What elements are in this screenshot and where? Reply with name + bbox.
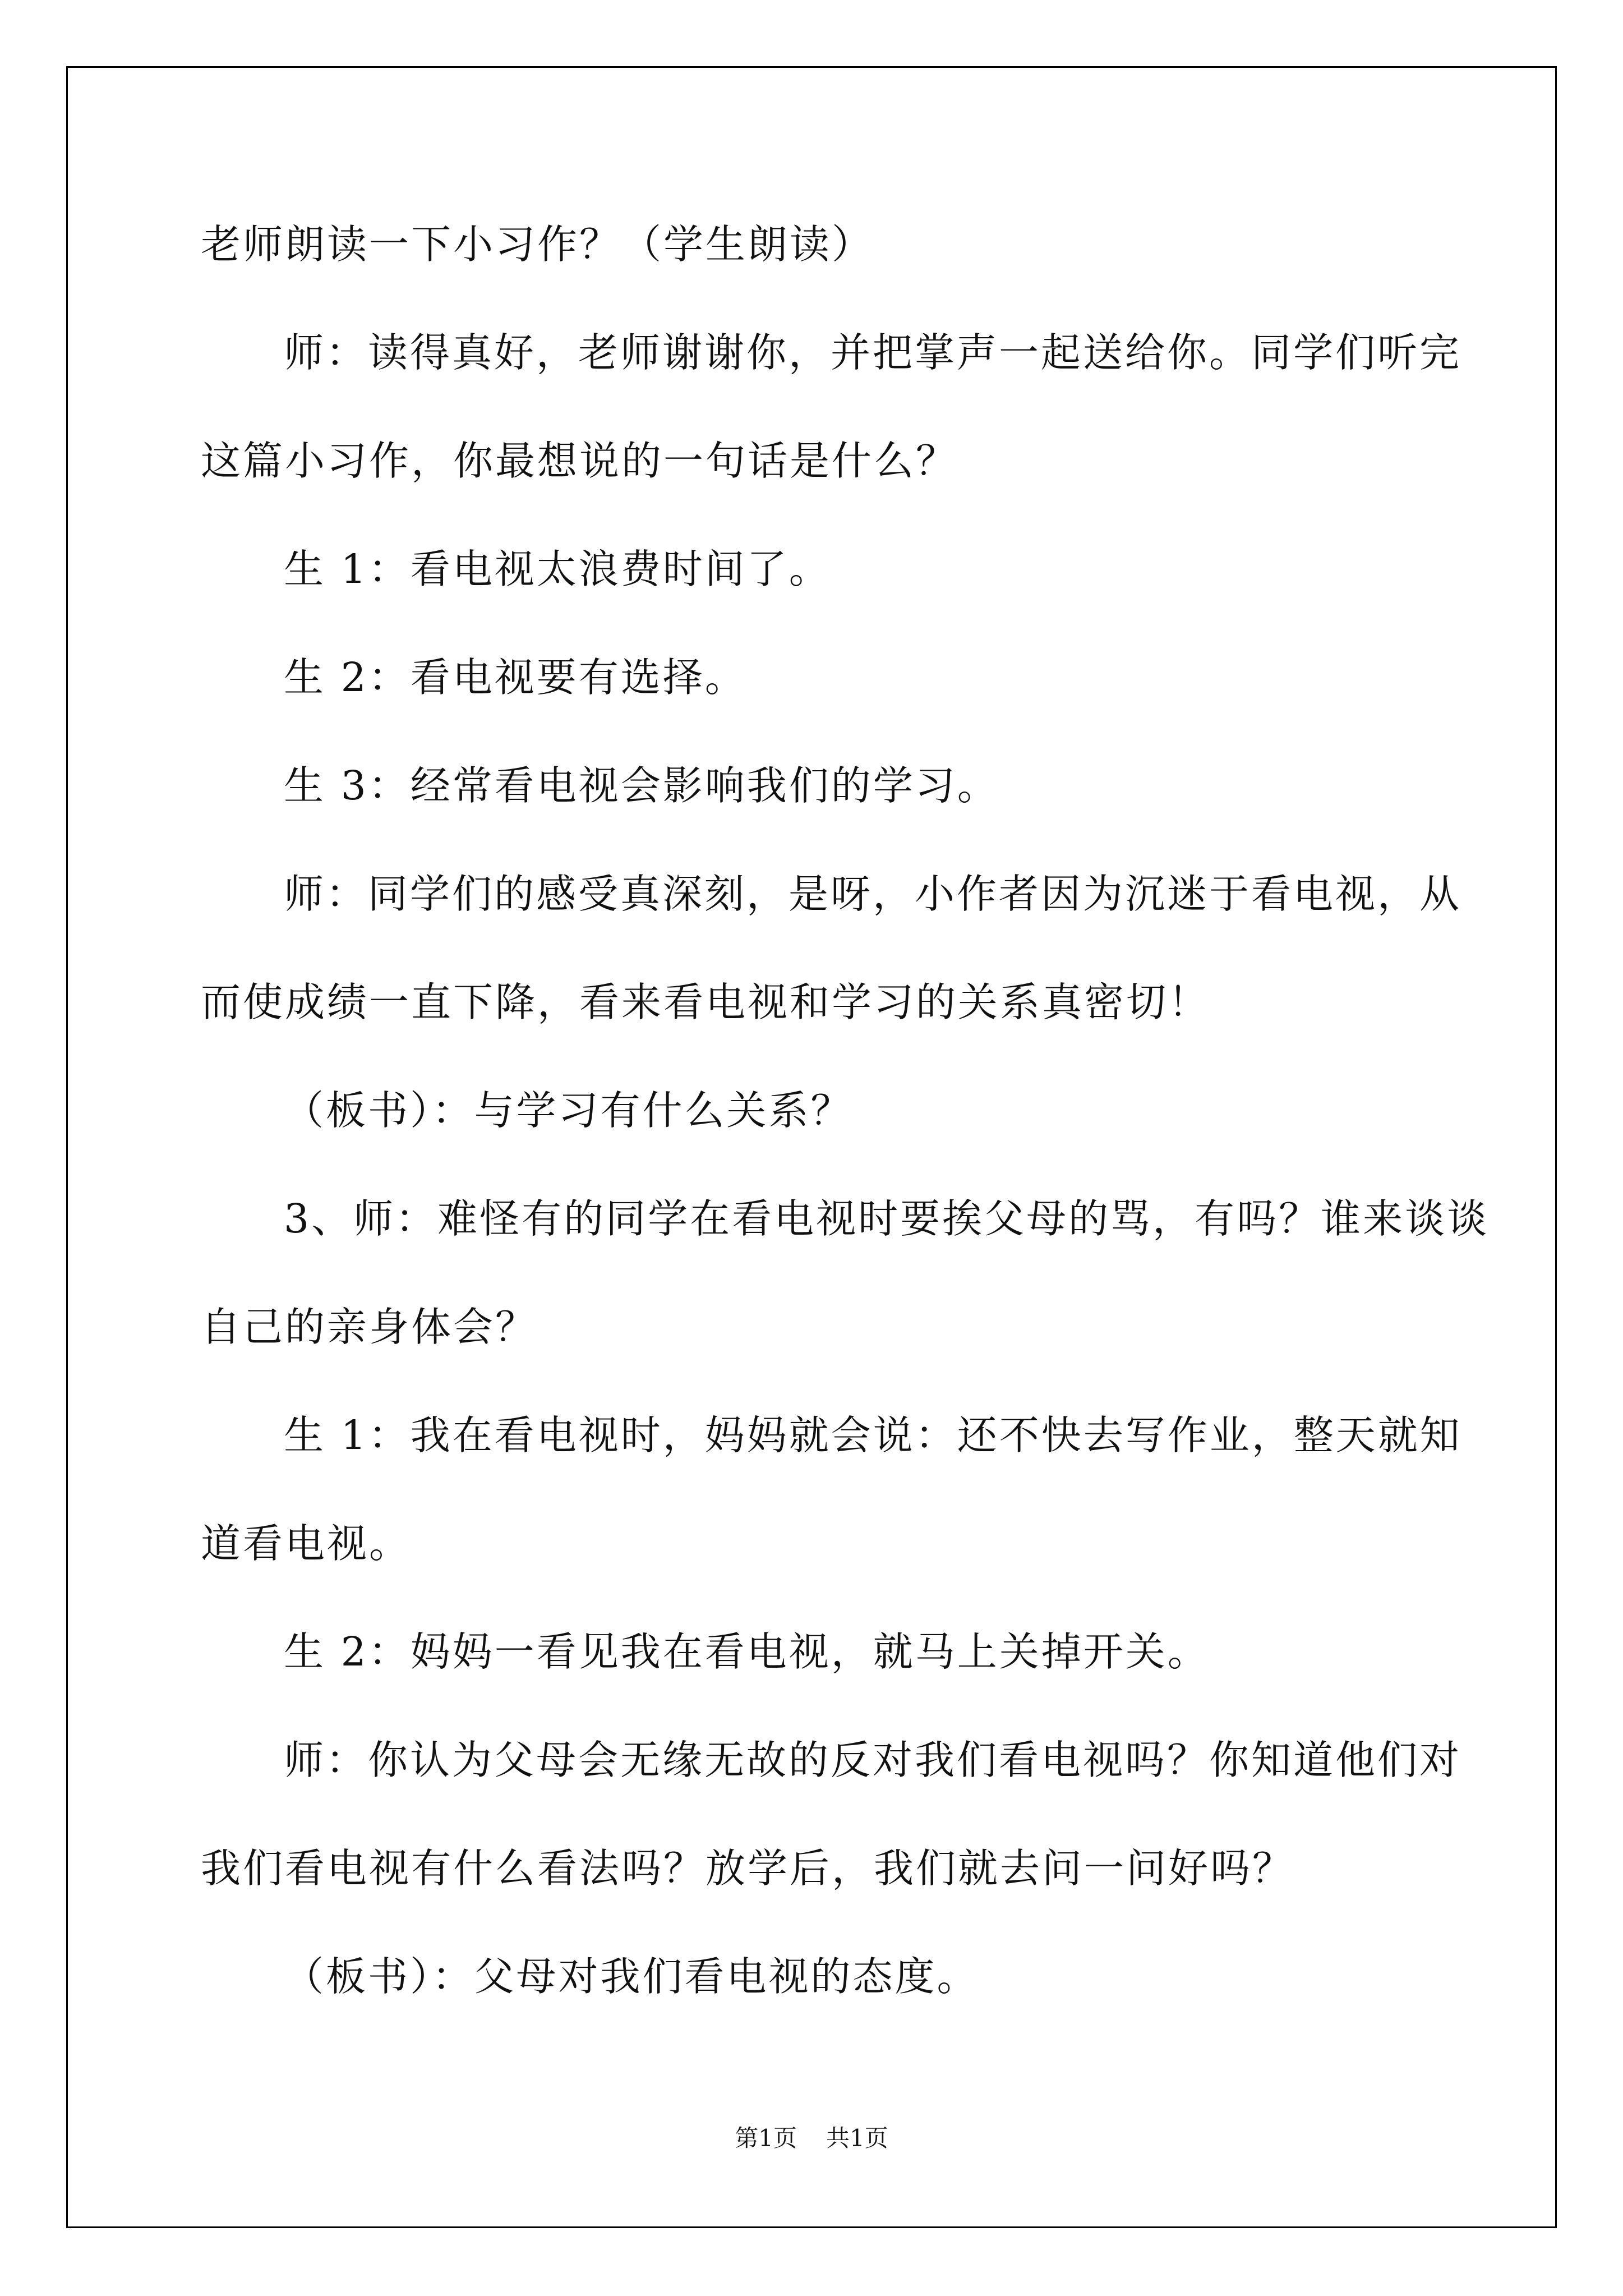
text-line: 生 1：我在看电视时，妈妈就会说：还不快去写作业，整天就知 (284, 1412, 1462, 1458)
page-border (66, 66, 1557, 2228)
text-line: 生 2：看电视要有选择。 (284, 654, 747, 701)
text-line: 这篇小习作，你最想说的一句话是什么？ (201, 438, 958, 484)
text-line: 师：读得真好，老师谢谢你，并把掌声一起送给你。同学们听完 (284, 329, 1462, 376)
text-line: 生 3：经常看电视会影响我们的学习。 (284, 762, 999, 809)
text-line: 而使成绩一直下降，看来看电视和学习的关系真密切！ (201, 979, 1211, 1025)
text-line: 师：同学们的感受真深刻，是呀，小作者因为沉迷于看电视，从 (284, 871, 1462, 917)
text-line: 道看电视。 (201, 1520, 412, 1567)
text-line: 3、师：难怪有的同学在看电视时要挨父母的骂，有吗？谁来谈谈 (284, 1195, 1490, 1242)
text-line: 我们看电视有什么看法吗？放学后，我们就去问一问好吗？ (201, 1845, 1295, 1892)
page-footer (0, 2122, 1623, 2155)
page-number: 第1页 (735, 2124, 797, 2152)
page-total: 共1页 (826, 2124, 888, 2152)
text-line: 生 2：妈妈一看见我在看电视，就马上关掉开关。 (284, 1628, 1210, 1675)
text-line: （板书）：与学习有什么关系？ (284, 1087, 853, 1134)
text-line: 自己的亲身体会？ (201, 1304, 538, 1350)
text-line: 师：你认为父母会无缘无故的反对我们看电视吗？你知道他们对 (284, 1737, 1462, 1783)
text-line: （板书）：父母对我们看电视的态度。 (284, 1953, 979, 2000)
text-line: 老师朗读一下小习作？（学生朗读） (201, 221, 874, 268)
text-line: 生 1：看电视太浪费时间了。 (284, 546, 831, 592)
